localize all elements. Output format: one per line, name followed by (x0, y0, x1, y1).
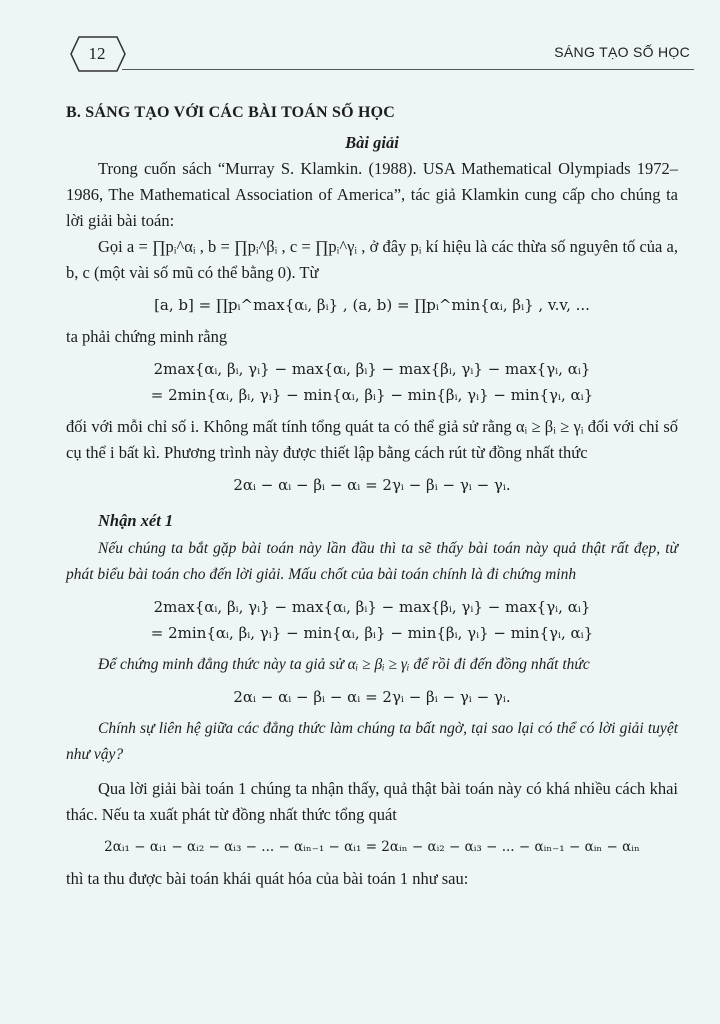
solution-paragraph-1: Trong cuốn sách “Murray S. Klamkin. (1988). USA Mathematical Olympiads 1972–1986, The Mathematical Association of America”, tác giả Klamkin cung cấp cho chúng ta lời giải bài toán: (66, 159, 678, 230)
closing-paragraph-2: thì ta thu được bài toán khái quát hóa của bài toán 1 như sau: (66, 869, 469, 888)
closing-formula-general: 2αᵢ₁ − αᵢ₁ − αᵢ₂ − αᵢ₃ − ... − αᵢₙ₋₁ − αᵢ₁ = 2αᵢₙ − αᵢ₂ − αᵢ₃ − ... − αᵢₙ₋₁ − αᵢₙ − αᵢₙ (104, 839, 640, 855)
remark-paragraph-2: Để chứng minh đẳng thức này ta giả sử αᵢ ≥ βᵢ ≥ γᵢ để rồi đi đến đồng nhất thức (98, 656, 590, 673)
closing-paragraph-1: Qua lời giải bài toán 1 chúng ta nhận thấy, quả thật bài toán này có khá nhiều cách khai thác. Nếu ta xuất phát từ đồng nhất thức tổng quát (66, 779, 678, 824)
formula-max-line: 2max{αᵢ, βᵢ, γᵢ} − max{αᵢ, βᵢ} − max{βᵢ, γᵢ} − max{γᵢ, αᵢ} (153, 360, 591, 378)
page-content (66, 100, 678, 892)
solution-paragraph-4: đối với mỗi chỉ số i. Không mất tính tổng quát ta có thể giả sử rằng αᵢ ≥ βᵢ ≥ γᵢ đối với chỉ số cụ thể i bất kì. Phương trình này được thiết lập bằng cách rút từ đồng nhất thức (66, 417, 678, 462)
remark-formula-min-line: = 2min{αᵢ, βᵢ, γᵢ} − min{αᵢ, βᵢ} − min{βᵢ, γᵢ} − min{γᵢ, αᵢ} (150, 624, 594, 642)
formula-identity: 2αᵢ − αᵢ − βᵢ − αᵢ = 2γᵢ − βᵢ − γᵢ − γᵢ. (233, 476, 511, 494)
formula-lcm-gcd: [a, b] = ∏pᵢ^max{αᵢ, βᵢ} , (a, b) = ∏pᵢ^min{αᵢ, βᵢ} , v.v, ... (154, 296, 590, 314)
remark-paragraph-1: Nếu chúng ta bắt gặp bài toán này lần đầu thì ta sẽ thấy bài toán này quả thật rất đẹp, từ phát biểu bài toán cho đến lời giải. Mấu chốt của bài toán chính là đi chứng minh (66, 540, 678, 583)
solution-paragraph-3: ta phải chứng minh rằng (66, 327, 228, 346)
remark-formula-identity: 2αᵢ − αᵢ − βᵢ − αᵢ = 2γᵢ − βᵢ − γᵢ − γᵢ. (233, 688, 511, 706)
solution-paragraph-2: Gọi a = ∏pᵢ^αᵢ , b = ∏pᵢ^βᵢ , c = ∏pᵢ^γᵢ , ở đây pᵢ kí hiệu là các thừa số nguyên tố của a, b, c (một vài số mũ có thể bằng 0). Từ (66, 237, 678, 282)
formula-min-line: = 2min{αᵢ, βᵢ, γᵢ} − min{αᵢ, βᵢ} − min{βᵢ, γᵢ} − min{γᵢ, αᵢ} (150, 386, 594, 404)
page-number: 12 (88, 44, 106, 63)
page-header (0, 30, 720, 80)
solution-heading: Bài giải (345, 133, 399, 152)
running-title: SÁNG TẠO SỐ HỌC (554, 44, 690, 60)
remark-paragraph-3: Chính sự liên hệ giữa các đẳng thức làm chúng ta bất ngờ, tại sao lại có thể có lời giải tuyệt như vậy? (66, 720, 678, 763)
remark-formula-max-line: 2max{αᵢ, βᵢ, γᵢ} − max{αᵢ, βᵢ} − max{βᵢ, γᵢ} − max{γᵢ, αᵢ} (153, 598, 591, 616)
section-title: B. SÁNG TẠO VỚI CÁC BÀI TOÁN SỐ HỌC (66, 104, 395, 121)
header-rule (122, 69, 694, 70)
remark-heading: Nhận xét 1 (98, 511, 174, 530)
